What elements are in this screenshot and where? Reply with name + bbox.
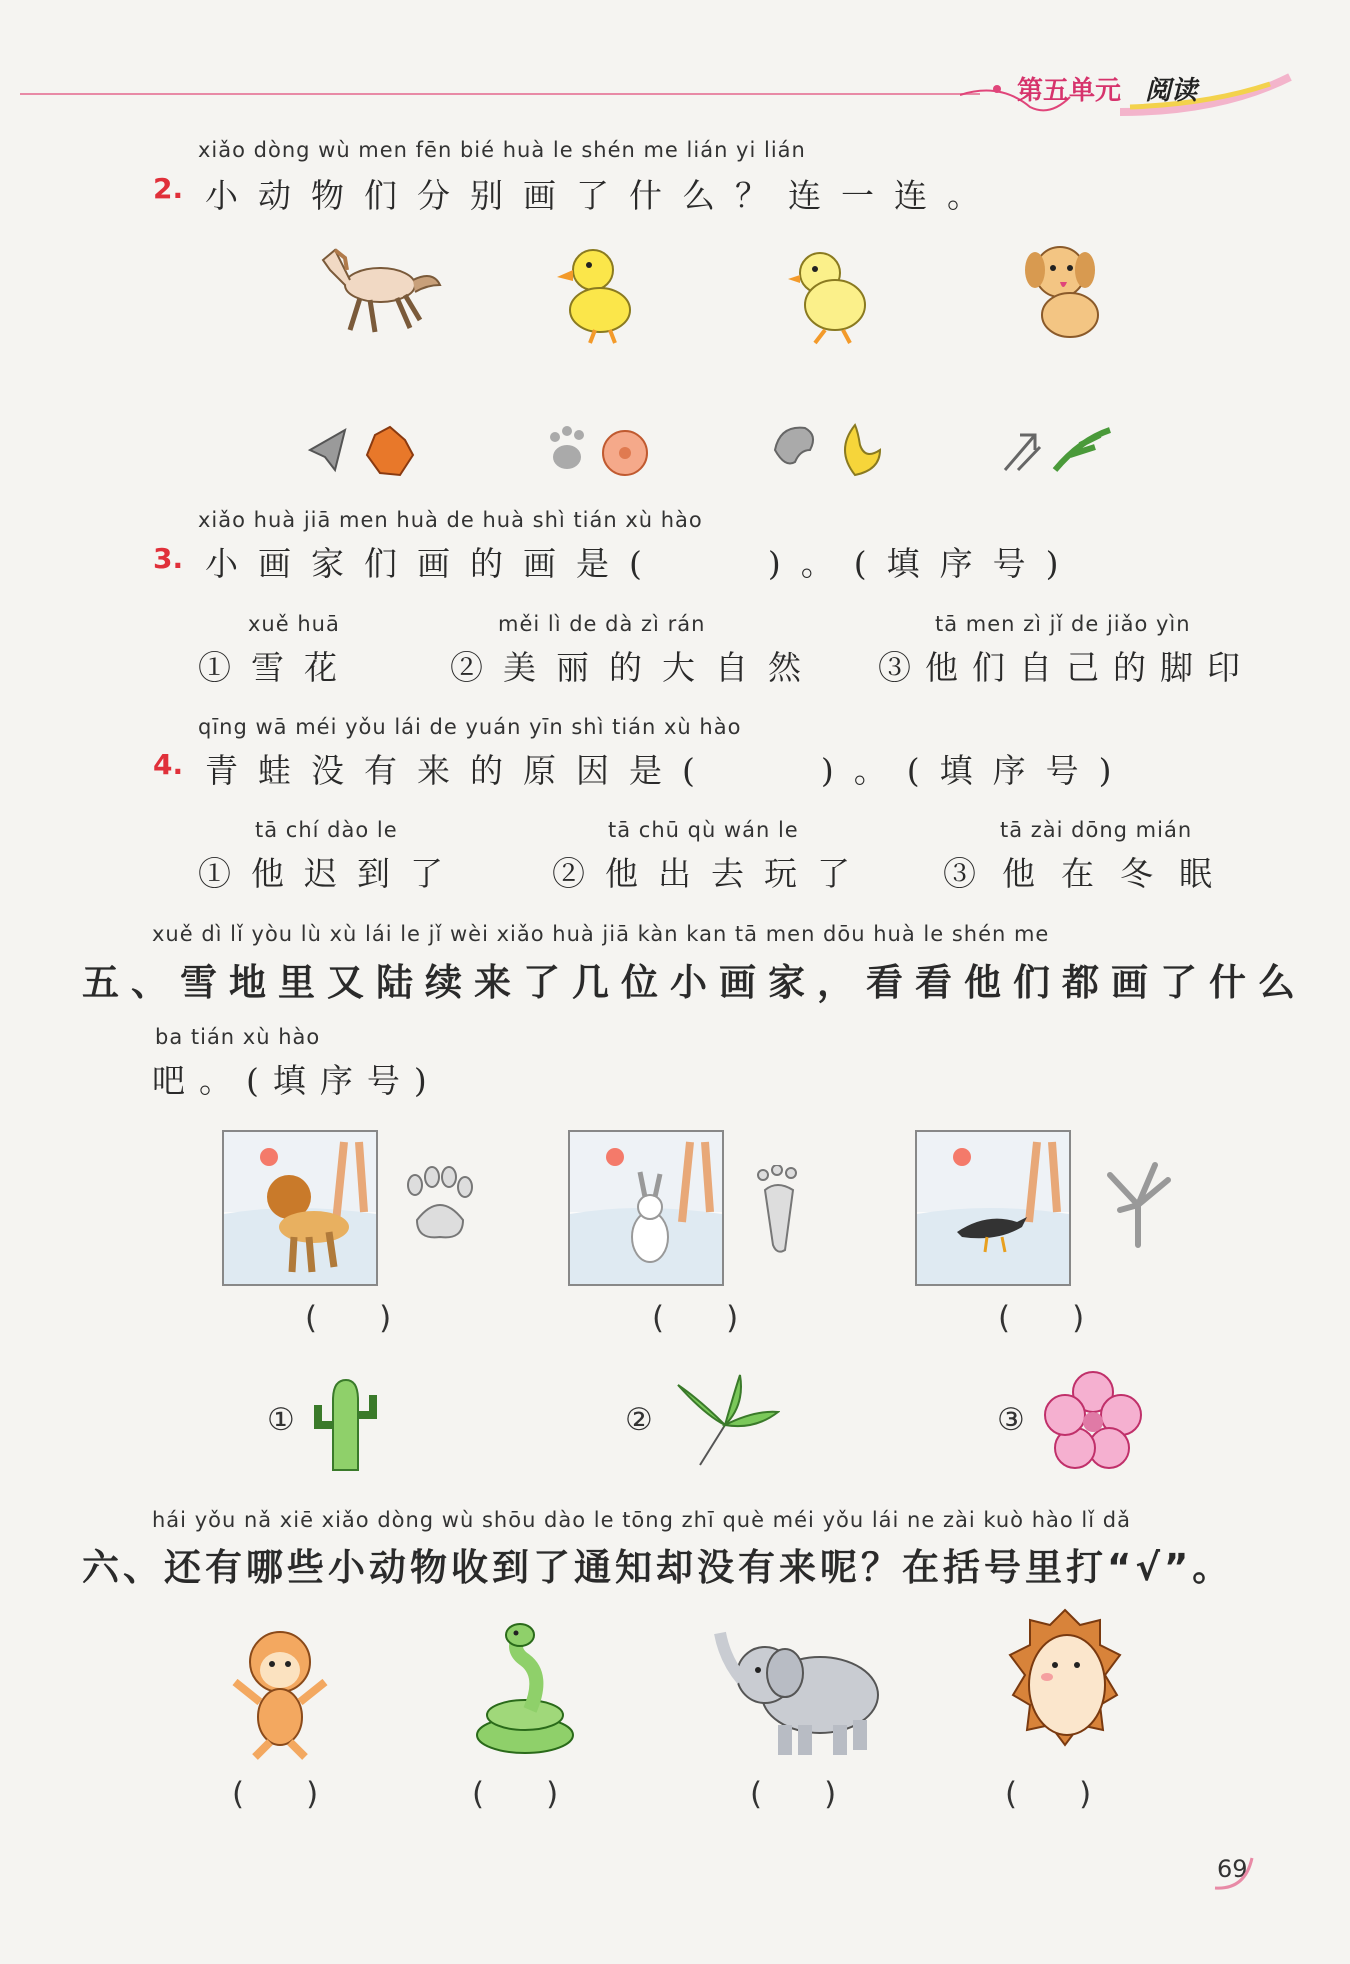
- q3-pinyin: xiǎo huà jiā men huà de huà shì tián xù hào: [198, 508, 703, 532]
- q5-option-2-label: ②: [625, 1402, 653, 1438]
- q6-blank-1[interactable]: ( ): [232, 1776, 319, 1812]
- header-line: [20, 93, 980, 95]
- puppy-icon: [1015, 240, 1115, 345]
- duck-icon: [555, 245, 640, 345]
- bamboo-icon: [670, 1370, 780, 1470]
- q6-blank-3[interactable]: ( ): [750, 1776, 837, 1812]
- monkey-icon: [225, 1622, 345, 1762]
- q5-text: 五、雪地里又陆续来了几位小画家，看看他们都画了什么: [82, 961, 1307, 1004]
- cactus-icon: [308, 1370, 383, 1475]
- rabbit-scene: [568, 1130, 724, 1286]
- header-unit: 第五单元: [1017, 76, 1122, 106]
- q2-text: 小动物们分别画了什么？连一连。: [205, 176, 1000, 215]
- q4-option-3: ③他在冬眠: [943, 854, 1238, 893]
- leaf-print-icon: [305, 425, 415, 480]
- crescent-print-icon: [770, 420, 885, 480]
- paw-print-icon-2: [405, 1165, 475, 1245]
- q2-number: 2.: [153, 172, 184, 205]
- snake-icon: [470, 1615, 580, 1760]
- q5-pinyin-2: ba tián xù hào: [155, 1025, 321, 1049]
- arrow-print-icon: [1000, 425, 1115, 475]
- q3-option-1: ①雪花: [198, 648, 357, 687]
- paw-print-icon: [545, 425, 655, 480]
- q4-text: 青蛙没有来的原因是( )。(填序号): [205, 751, 1132, 790]
- q3-option-3: ③他们自己的脚印: [878, 648, 1254, 687]
- q3-option-2-pinyin: měi lì de dà zì rán: [498, 612, 706, 636]
- q5-blank-1[interactable]: ( ): [305, 1300, 392, 1336]
- page-number: 69: [1217, 1855, 1248, 1883]
- q5-pinyin: xuě dì lǐ yòu lù xù lái le jǐ wèi xiǎo huà jiā kàn kan tā men dōu huà le shén me: [152, 922, 1050, 946]
- header-section: 阅读: [1145, 76, 1198, 106]
- q4-option-3-pinyin: tā zài dōng mián: [1000, 818, 1193, 842]
- q5-option-1-label: ①: [267, 1402, 295, 1438]
- chick-icon: [785, 245, 875, 345]
- q3-number: 3.: [153, 542, 184, 575]
- q2-pinyin: xiǎo dòng wù men fēn bié huà le shén me lián yi lián: [198, 138, 806, 162]
- q4-option-1: ①他迟到了: [198, 854, 463, 893]
- page-number-swoosh: [1210, 1850, 1260, 1895]
- q6-text: 六、还有哪些小动物收到了通知却没有来呢？在括号里打“√”。: [82, 1546, 1234, 1589]
- q4-option-2: ②他出去玩了: [552, 854, 870, 893]
- q6-pinyin: hái yǒu nǎ xiē xiǎo dòng wù shōu dào le tōng zhī què méi yǒu lái ne zài kuò hào lǐ dǎ: [152, 1508, 1131, 1532]
- q4-number: 4.: [153, 748, 184, 781]
- q4-option-1-pinyin: tā chí dào le: [255, 818, 398, 842]
- q6-blank-4[interactable]: ( ): [1005, 1776, 1092, 1812]
- q3-option-1-pinyin: xuě huā: [248, 612, 340, 636]
- lion-scene: [222, 1130, 378, 1286]
- q4-pinyin: qīng wā méi yǒu lái de yuán yīn shì tián xù hào: [198, 715, 742, 739]
- q5-text-2: 吧。(填序号): [152, 1061, 441, 1100]
- horse-icon: [315, 240, 445, 340]
- q3-option-2: ②美丽的大自然: [450, 648, 821, 687]
- q5-blank-2[interactable]: ( ): [652, 1300, 739, 1336]
- q3-option-3-pinyin: tā men zì jǐ de jiǎo yìn: [935, 612, 1191, 636]
- hedgehog-icon: [1005, 1605, 1125, 1755]
- q4-option-2-pinyin: tā chū qù wán le: [608, 818, 799, 842]
- q5-option-3-label: ③: [997, 1402, 1025, 1438]
- bird-print-icon: [1100, 1160, 1175, 1250]
- elephant-icon: [710, 1625, 895, 1760]
- q5-blank-3[interactable]: ( ): [998, 1300, 1085, 1336]
- q3-text: 小画家们画的画是( )。(填序号): [205, 544, 1079, 583]
- rabbit-print-icon: [755, 1165, 805, 1255]
- eagle-scene: [915, 1130, 1071, 1286]
- q6-blank-2[interactable]: ( ): [472, 1776, 559, 1812]
- flower-icon: [1043, 1370, 1143, 1470]
